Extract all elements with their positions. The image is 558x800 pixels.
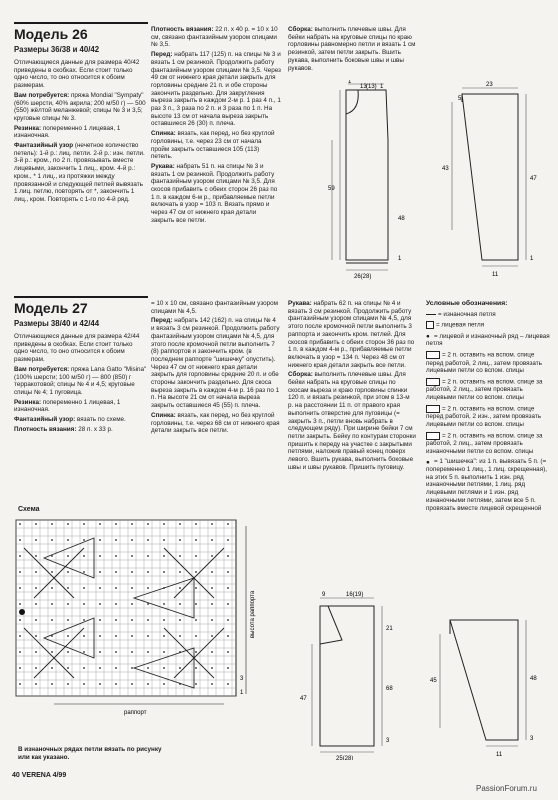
m26-dim-top: 1	[348, 80, 352, 85]
chart-dot	[227, 571, 229, 573]
m26-title: Модель 26	[14, 26, 88, 42]
chart-dot	[19, 635, 21, 637]
chart-dot	[211, 523, 213, 525]
cross-right-icon	[426, 378, 440, 386]
chart-dot	[227, 587, 229, 589]
chart-dot	[19, 651, 21, 653]
chart-dot	[51, 523, 53, 525]
legend-bobble: ● = 1 "шишечка": из 1 п. вывязать 5 п. (= попеременно 1 лиц., 1 лиц. скрещенная), на этих 5 п. выполнить 1 изн. ряд изнаночными петлями, 1 лиц. ряд лицевыми петлями и 1 изн. ряд изнаночными петлями, затем все 5 п. провязать вместе лицевой скрещенной	[426, 458, 547, 512]
m26-back: Спинка: вязать, как перед, но без круглой горловины, т.е. через 23 см от начала пройм закрыть оставшиеся 105 (113) петель.	[151, 130, 275, 161]
chart-dot	[227, 651, 229, 653]
chart-dot	[227, 635, 229, 637]
m27-sleeve: Рукава: набрать 62 п. на спицы № 4 и вязать 3 см резинкой. Продолжить работу фантазийным узором спицами № 4,5, для этого после кромочной петли выполнить 3 раппорта и закончить кром. петлей. Для скосов прибавить с обеих сторон 36 раз по 1 п. в каждом 4-м р., прибавляемые петли включать в узор = 134 п. Через 48 см от нижнего края детали закрыть все петли.	[288, 300, 415, 369]
chart-dot	[147, 523, 149, 525]
chart-dot	[163, 555, 165, 557]
chart-dot	[163, 667, 165, 669]
chart-dot	[19, 667, 21, 669]
m27-assembly: Сборка: выполнить плечевые швы. Для бейки набрать на круговые спицы по скосам выреза и краю горловины спинки 120 п. и вязать резинкой, при этом в 13-м р. на расстоянии 11 п. от правого края выполнить отверстие для пуговицы (= закрыть 3 п., петли вновь набрать в следующем ряду). При ширине бейки 7 см петли закрыть. Бейку по контурам сторонки пришить к переду на участке с закрытыми петлями, наложив правый конец поверх левого. Вшить рукава, выполнить боковые швы и швы рукавов. Пришить пуговицу.	[288, 371, 416, 471]
chart-dot	[115, 587, 117, 589]
chart-dot	[51, 651, 53, 653]
chart-dot	[147, 571, 149, 573]
chart-dot	[115, 603, 117, 605]
chart-dot	[115, 571, 117, 573]
chart-dot	[67, 555, 69, 557]
m26-dim-1b: 1	[398, 256, 402, 262]
top-rule	[14, 22, 148, 24]
chart-dot	[99, 571, 101, 573]
bobble-icon: ●	[426, 458, 430, 466]
m27-title: Модель 27	[14, 300, 88, 316]
chart-dot	[195, 667, 197, 669]
chart-dot	[195, 619, 197, 621]
row-3-label: 3	[240, 676, 244, 682]
chart-dot	[35, 619, 37, 621]
chart-dot	[83, 539, 85, 541]
m27-dim-16: 16(19)	[346, 592, 364, 598]
chart-dot	[227, 619, 229, 621]
chart-dot	[195, 683, 197, 685]
m27-legend	[426, 300, 550, 590]
m27-sleeve-48: 48	[530, 676, 537, 682]
m27-rib: Резинка: попеременно 1 лицевая, 1 изнаночная.	[14, 398, 121, 414]
chart-dot	[147, 635, 149, 637]
chart-dot	[51, 571, 53, 573]
chart-dot	[51, 619, 53, 621]
m27-sleeve-11: 11	[496, 752, 503, 758]
chart-dot	[83, 571, 85, 573]
dot-symbol-icon: ●	[426, 333, 430, 341]
chart-dot	[147, 603, 149, 605]
cross-purl-right-icon	[426, 432, 440, 440]
chart-dot	[83, 651, 85, 653]
m27-body-pattern	[298, 590, 418, 760]
chart-dot	[227, 523, 229, 525]
chart-dot	[19, 587, 21, 589]
chart-dot	[99, 523, 101, 525]
chart-dot	[67, 619, 69, 621]
chart-dot	[211, 587, 213, 589]
chart-dot	[179, 587, 181, 589]
chart-dot	[35, 555, 37, 557]
m27-col1	[14, 300, 148, 478]
chart-dot	[195, 635, 197, 637]
chart-dot	[195, 603, 197, 605]
chart-dot	[99, 683, 101, 685]
watermark: PassionForum.ru	[476, 784, 537, 793]
chart-dot	[147, 555, 149, 557]
chart-dot	[115, 555, 117, 557]
chart-dot	[131, 523, 133, 525]
rapport-width-label: раппорт	[124, 710, 147, 716]
m27-front: Перед: набрать 142 (162) п. на спицы № 4 и вязать 3 см резинкой. Продолжить работу фантазийным узором спицами № 4,5, для этого после кромочной петли выполнить 7 (8) раппортов и закончить кром. (в последнем раппорте "шишечку" опустить). Через 47 см от нижнего края детали закрыть для горловины средние 20 п. и обе стороны закончить раздельно. Для скоса выреза закрыть в каждом 4-м р. 16 раз по 1 п. На высоте 21 см от начала выреза закрыть оставшиеся 45 (55) п. плеча.	[151, 317, 280, 410]
chart-dot	[19, 683, 21, 685]
chart-dot	[211, 667, 213, 669]
chart-dot	[35, 603, 37, 605]
chart-dot	[131, 539, 133, 541]
m26-sleeve: Рукава: набрать 51 п. на спицы № 3 и вязать 1 см резинкой. Продолжить работу фантазийным узором спицами № 3,5. Для скосов прибавить с обеих сторон 26 раз по 1 п. в каждом 6-м р., прибавляемые петли включать в узор = 103 п. Вязать прямо и через 47 см от нижнего края детали закрыть все петли.	[151, 162, 278, 224]
chart-dot	[83, 555, 85, 557]
chart-dot	[147, 667, 149, 669]
chart-dot	[19, 555, 21, 557]
chart-dot	[163, 683, 165, 685]
page-footer: 40 VERENA 4/99	[12, 772, 67, 779]
purl-symbol-icon	[426, 314, 436, 315]
chart-dot	[163, 635, 165, 637]
knit-symbol-icon	[426, 321, 434, 329]
legend-cross-2: = 2 п. оставить на вспом. спице за работой, 2 лиц., затем провязать лицевыми петли со вспом. спицы	[426, 378, 543, 402]
chart-dot	[67, 539, 69, 541]
m26-assembly: Сборка: выполнить плечевые швы. Для бейки набрать на круговые спицы по краю горловины равномерно петли и вязать 1 см резинкой, затем петли закрыть. Вшить рукава, выполнить боковые швы и швы рукавов.	[288, 26, 416, 72]
legend-cross-4: = 2 п. оставить на вспом. спице за работой, 2 лиц., затем провязать изнаночными петли со вспом. спицы	[426, 432, 543, 455]
chart-dot	[163, 523, 165, 525]
chart-dot	[67, 635, 69, 637]
chart-dot	[131, 635, 133, 637]
m26-dim-48: 48	[398, 216, 405, 222]
chart-dot	[99, 539, 101, 541]
chart-dot	[51, 539, 53, 541]
chart-dot	[99, 587, 101, 589]
chart-dot	[211, 619, 213, 621]
m27-dim-47: 47	[300, 696, 307, 702]
m26-dim-26: 26(28)	[354, 274, 372, 280]
chart-dot	[147, 587, 149, 589]
chart-dot	[115, 667, 117, 669]
chart-dot	[115, 683, 117, 685]
chart-dot	[195, 539, 197, 541]
m26-rib: Резинка: попеременно 1 лицевая, 1 изнаночная.	[14, 124, 121, 140]
chart-dot	[163, 571, 165, 573]
m27-sleeve-45: 45	[430, 678, 437, 684]
m27-sizes: Размеры 38/40 и 42/44	[14, 319, 100, 328]
m27-density: Плотность вязания: 28 п. х 33 р.	[14, 425, 113, 433]
chart-dot	[131, 555, 133, 557]
chart-dot	[195, 587, 197, 589]
chart-dot	[99, 619, 101, 621]
chart-dot	[195, 523, 197, 525]
chart-dot	[131, 571, 133, 573]
m26-sleeve-11: 11	[492, 272, 499, 278]
m26-sleeve-5: 5	[458, 96, 462, 102]
chart-dot	[211, 603, 213, 605]
chart-dot	[179, 555, 181, 557]
chart-dot	[115, 651, 117, 653]
chart-dot	[211, 683, 213, 685]
cross-left-icon	[426, 351, 440, 359]
chart-dot	[147, 683, 149, 685]
m26-intro: Отличающиеся данные для размера 40/42 приведены в скобках. Если стоит только одно число, то оно относится к обоим размерам.	[14, 59, 140, 90]
m26-front: Перед: набрать 117 (125) п. на спицы № 3 и вязать 1 см резинкой. Продолжить работу фантазийным узором спицами № 3,5. Через 49 см от нижнего края детали закрыть для горловины средние 21 п. и обе стороны закончить раздельно. Для закругления выреза закрыть в каждом 2-м р. 1 раз 4 п., 1 раз 3 п., 3 раза по 2 п. и 3 раза по 1 п. На высоте 13 см от начала выреза закрыть оставшиеся 26 (30) п. плеча.	[151, 51, 281, 128]
chart-dot	[163, 539, 165, 541]
mid-rule	[14, 296, 148, 298]
chart-dot	[35, 539, 37, 541]
chart-dot	[83, 603, 85, 605]
chart-dot	[19, 523, 21, 525]
chart-dot	[115, 635, 117, 637]
chart-dot	[51, 587, 53, 589]
m26-sleeve-43: 43	[442, 166, 449, 172]
m27-sleeve-3: 3	[530, 736, 534, 742]
chart-dot	[99, 603, 101, 605]
rapport-height-label: высота раппорта	[250, 590, 256, 638]
chart-dot	[227, 603, 229, 605]
chart-dot	[179, 571, 181, 573]
chart-dot	[115, 539, 117, 541]
m26-sleeve-47: 47	[530, 176, 537, 182]
chart-dot	[227, 667, 229, 669]
chart-dot	[35, 683, 37, 685]
chart-dot	[227, 683, 229, 685]
m27-back: Спинка: вязать, как перед, но без круглой горловины, т.е. через 68 см от нижнего края детали закрыть все петли.	[151, 411, 280, 435]
m26-sizes: Размеры 36/38 и 40/42	[14, 45, 100, 54]
m26-sleeve-pattern	[422, 80, 542, 290]
m26-col3	[288, 26, 416, 76]
m27-fancy: Фантазийный узор: вязать по схеме.	[14, 416, 126, 424]
bobble-mark	[19, 609, 25, 615]
chart-dot	[99, 667, 101, 669]
chart-dot	[163, 651, 165, 653]
chart-dot	[195, 555, 197, 557]
chart-dot	[147, 651, 149, 653]
m26-fancy: Фантазийный узор (нечетное количество петель): 1-й р.: лиц. петли. 2-й р.: изн. петли. 3-й р.: кром., по 2 п. провязывать вместе лицевыми, закончить 1 лиц., кром. 4-й р.: кром., * 1 лиц., из протяжки между провязанной и следующей петлей вывязать 1 лиц. петлю, повторять от *, закончить 1 лиц., кром. Повторять с 1-го по 4-й ряд.	[14, 142, 145, 203]
m27-sleeve-pattern	[430, 610, 540, 770]
legend-cross-1: = 2 п. оставить на вспом. спице перед работой, 2 лиц., затем провязать лицевыми петли со вспом. спицы	[426, 351, 542, 375]
chart-dot	[211, 651, 213, 653]
chart-dot	[179, 603, 181, 605]
chart-dot	[51, 683, 53, 685]
legend-purl: = изнаночная петля	[426, 311, 550, 319]
m26-dim-13b: (13)	[366, 84, 377, 90]
chart-dot	[179, 635, 181, 637]
chart-dot	[147, 539, 149, 541]
chart-dot	[83, 683, 85, 685]
chart-dot	[131, 587, 133, 589]
chart-dot	[131, 619, 133, 621]
m27-col2	[151, 300, 281, 478]
chart-dot	[67, 587, 69, 589]
chart-dot	[67, 523, 69, 525]
chart-dot	[131, 651, 133, 653]
chart-dot	[67, 667, 69, 669]
m26-dim-1: 1	[380, 84, 384, 90]
chart-dot	[19, 539, 21, 541]
chart-dot	[179, 523, 181, 525]
m26-density: Плотность вязания: 22 п. х 40 р. = 10 х 10 см, связано фантазийным узором спицами № 3,5.	[151, 26, 278, 49]
chart-dot	[211, 571, 213, 573]
m26-sleeve-23: 23	[486, 82, 493, 88]
chart-dot	[35, 587, 37, 589]
chart-dot	[67, 683, 69, 685]
m27-materials: Вам потребуется: пряжа Lana Gatto "Misina" (100% шерсти; 100 м/50 г) — 800 (850) г терракотовой; спицы № 4 и 4,5; круговые спицы № 4; 1 пуговица.	[14, 365, 147, 396]
legend-knit-rows: ● = лицевой и изнаночный ряд – лицевая петля	[426, 332, 550, 348]
chart-dot	[19, 571, 21, 573]
chart-dot	[67, 603, 69, 605]
schema-title: Схема	[18, 506, 40, 513]
chart-dot	[99, 651, 101, 653]
chart-dot	[99, 635, 101, 637]
chart-dot	[35, 651, 37, 653]
chart-dot	[35, 523, 37, 525]
cross-purl-left-icon	[426, 405, 440, 413]
m26-body-pattern	[288, 80, 418, 290]
chart-dot	[227, 555, 229, 557]
chart-dot	[179, 667, 181, 669]
chart-dot	[51, 603, 53, 605]
schema-note: В изнаночных рядах петли вязать по рисунку или как указано.	[18, 746, 162, 761]
chart-dot	[179, 539, 181, 541]
chart-dot	[51, 667, 53, 669]
chart-dot	[83, 587, 85, 589]
m26-dim-13: 13	[360, 84, 367, 90]
chart-dot	[115, 523, 117, 525]
knitting-chart	[14, 518, 286, 750]
chart-dot	[211, 555, 213, 557]
m27-dim-21: 21	[386, 626, 393, 632]
m26-dim-59: 59	[328, 186, 335, 192]
legend-knit: = лицевая петля	[426, 321, 550, 329]
chart-dot	[83, 635, 85, 637]
m27-col3	[288, 300, 416, 590]
chart-dot	[163, 619, 165, 621]
m27-intro: Отличающиеся данные для размера 42/44 приведены в скобках. Если стоит только одно число, то оно относится к обоим размерам.	[14, 333, 140, 364]
m26-materials: Вам потребуется: пряжа Mondial "Sympaty" (60% шерсти, 40% акрила; 200 м/50 г) — 500 (550) жёлтой меланжевой; спицы № 3 и 3,5; круговые спицы № 3.	[14, 91, 146, 122]
legend-cross-3: = 2 п. оставить на вспом. спице перед работой, 2 изн., затем провязать лицевыми петли со вспом. спицы	[426, 405, 542, 428]
chart-dot	[83, 619, 85, 621]
legend-title: Условные обозначения:	[426, 300, 508, 307]
chart-dot	[227, 539, 229, 541]
chart-dot	[211, 539, 213, 541]
m27-dim-3: 3	[386, 738, 390, 744]
chart-dot	[195, 651, 197, 653]
chart-dot	[147, 619, 149, 621]
chart-dot	[83, 667, 85, 669]
chart-dot	[211, 635, 213, 637]
chart-dot	[163, 603, 165, 605]
chart-dot	[99, 555, 101, 557]
chart-dot	[19, 603, 21, 605]
chart-dot	[35, 571, 37, 573]
chart-dot	[195, 571, 197, 573]
chart-dot	[35, 635, 37, 637]
m26-col1	[14, 26, 148, 288]
chart-dot	[35, 667, 37, 669]
m27-dim-25: 25(28)	[336, 756, 354, 760]
chart-dot	[67, 571, 69, 573]
chart-dot	[179, 619, 181, 621]
row-1-label: 1	[240, 690, 244, 696]
chart-dot	[115, 619, 117, 621]
chart-dot	[83, 523, 85, 525]
m27-dim-68: 68	[386, 686, 393, 692]
m26-col2	[151, 26, 281, 288]
chart-dot	[131, 603, 133, 605]
m26-sleeve-1: 1	[530, 256, 534, 262]
m27-density-cont: = 10 х 10 см, связано фантазийным узором спицами № 4,5.	[151, 300, 278, 315]
chart-dot	[19, 619, 21, 621]
m27-dim-9: 9	[322, 592, 326, 598]
chart-dot	[67, 651, 69, 653]
chart-dot	[131, 683, 133, 685]
